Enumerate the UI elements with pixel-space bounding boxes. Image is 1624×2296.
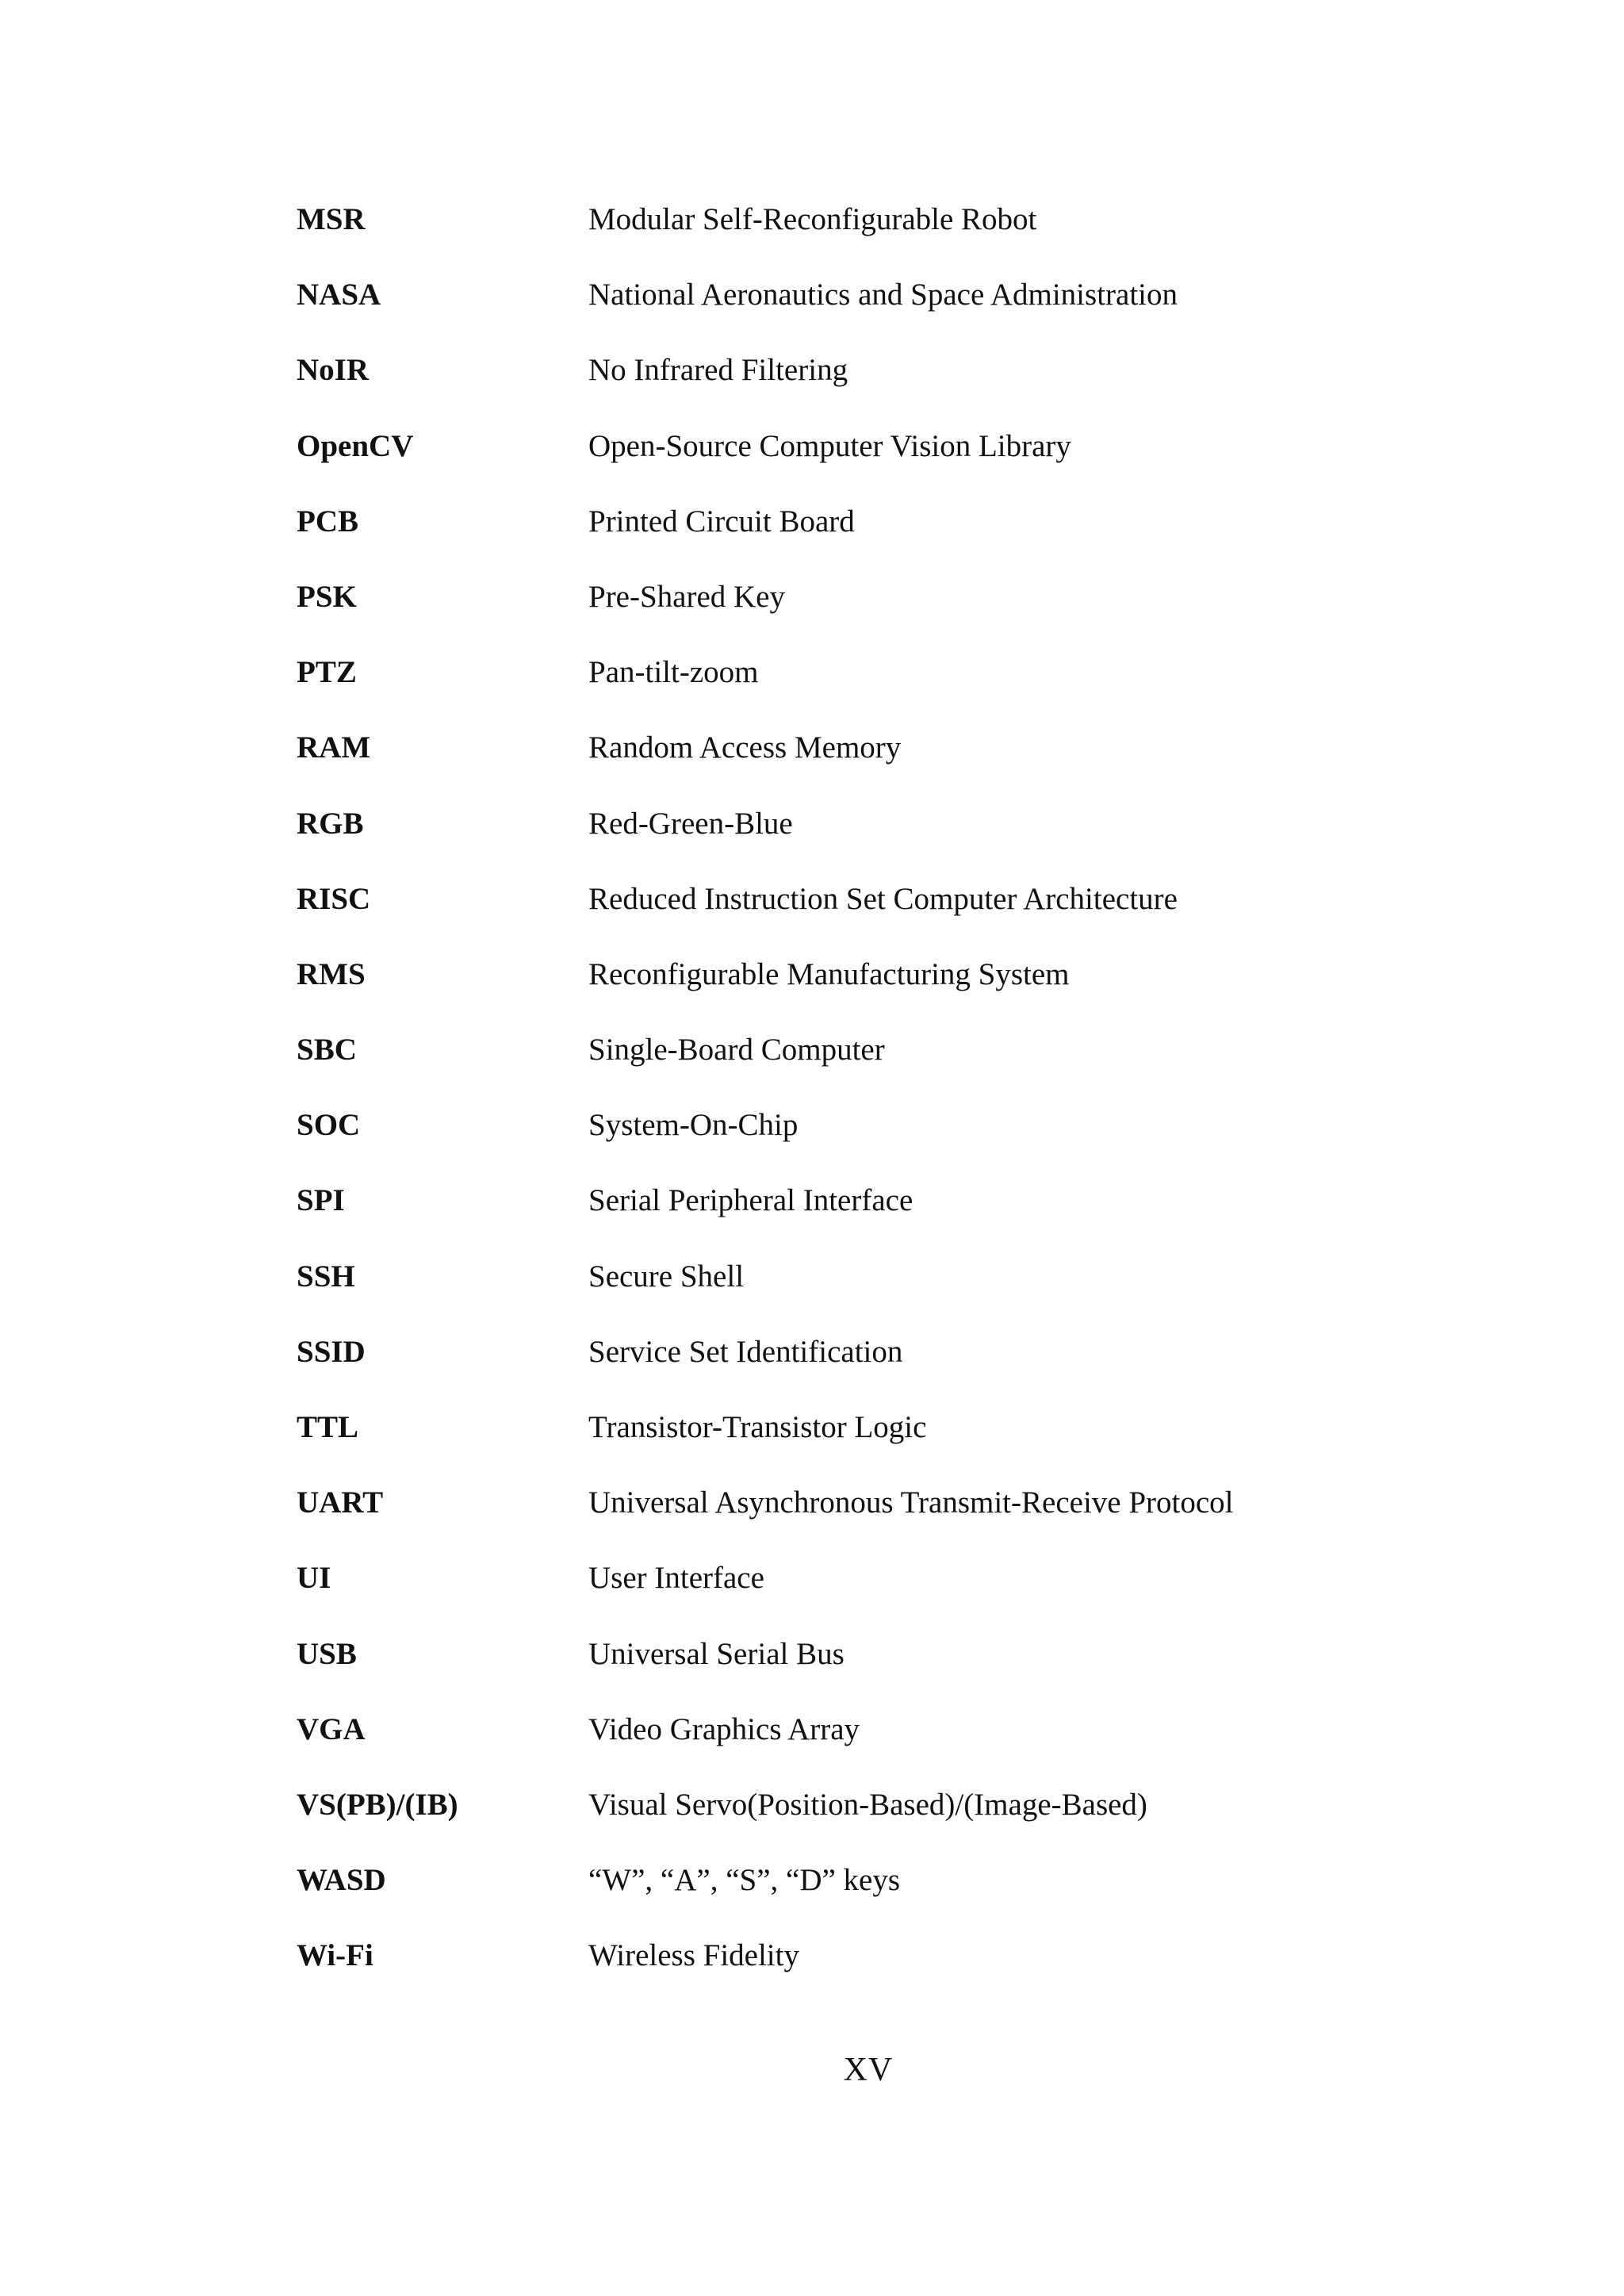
abbreviation-definition: Printed Circuit Board	[588, 504, 855, 539]
abbreviation-term: VS(PB)/(IB)	[297, 1787, 458, 1822]
abbreviation-definition: Wireless Fidelity	[588, 1938, 799, 1973]
abbreviation-definition: Visual Servo(Position-Based)/(Image-Based)	[588, 1787, 1147, 1822]
abbreviation-term: SSID	[297, 1334, 366, 1369]
abbreviation-row	[297, 1332, 1407, 1408]
abbreviation-row	[297, 804, 1407, 880]
abbreviation-term: SSH	[297, 1259, 355, 1294]
abbreviation-term: SBC	[297, 1033, 357, 1068]
abbreviation-term: UART	[297, 1485, 384, 1520]
abbreviation-row	[297, 1106, 1407, 1181]
abbreviation-definition: Single-Board Computer	[588, 1033, 885, 1068]
abbreviation-row	[297, 1181, 1407, 1256]
abbreviation-definition: National Aeronautics and Space Administration	[588, 278, 1178, 312]
abbreviation-definition: Service Set Identification	[588, 1334, 903, 1369]
abbreviation-row	[297, 1483, 1407, 1558]
abbreviation-definition: Universal Asynchronous Transmit-Receive Protocol	[588, 1485, 1234, 1520]
abbreviation-row	[297, 275, 1407, 351]
abbreviation-term: RAM	[297, 730, 371, 765]
abbreviation-row	[297, 351, 1407, 426]
abbreviation-definition: “W”, “A”, “S”, “D” keys	[588, 1863, 901, 1898]
abbreviation-definition: Random Access Memory	[588, 730, 902, 765]
abbreviation-row	[297, 1710, 1407, 1785]
abbreviation-term: USB	[297, 1636, 357, 1671]
abbreviation-term: SOC	[297, 1108, 361, 1143]
abbreviation-definition: Open-Source Computer Vision Library	[588, 428, 1071, 463]
abbreviation-definition: Reconfigurable Manufacturing System	[588, 956, 1070, 991]
abbreviation-term: MSR	[297, 202, 366, 236]
abbreviation-term: OpenCV	[297, 428, 414, 463]
abbreviation-row	[297, 1635, 1407, 1710]
abbreviation-term: WASD	[297, 1863, 386, 1898]
abbreviation-definition: Secure Shell	[588, 1259, 745, 1294]
abbreviation-term: RMS	[297, 956, 366, 991]
abbreviation-term: SPI	[297, 1183, 345, 1218]
abbreviation-term: RGB	[297, 806, 364, 841]
abbreviation-row	[297, 653, 1407, 728]
abbreviation-definition: Modular Self-Reconfigurable Robot	[588, 202, 1037, 236]
abbreviation-row	[297, 880, 1407, 955]
abbreviation-row	[297, 955, 1407, 1030]
abbreviation-row	[297, 1408, 1407, 1483]
abbreviation-definition: Pre-Shared Key	[588, 579, 785, 614]
abbreviation-term: RISC	[297, 881, 371, 916]
abbreviation-definition: Serial Peripheral Interface	[588, 1183, 914, 1218]
abbreviation-definition: Transistor-Transistor Logic	[588, 1410, 927, 1444]
abbreviation-term: TTL	[297, 1410, 359, 1444]
abbreviation-row	[297, 1558, 1407, 1634]
abbreviation-definition: Reduced Instruction Set Computer Architecture	[588, 881, 1178, 916]
abbreviation-row	[297, 1936, 1407, 2011]
abbreviation-term: VGA	[297, 1711, 366, 1746]
abbreviation-definition: System-On-Chip	[588, 1108, 799, 1143]
abbreviation-term: PSK	[297, 579, 357, 614]
abbreviation-definition: Pan-tilt-zoom	[588, 655, 759, 690]
abbreviation-row	[297, 1861, 1407, 1936]
abbreviation-term: PCB	[297, 504, 358, 539]
abbreviation-term: Wi-Fi	[297, 1938, 373, 1973]
abbreviation-row	[297, 577, 1407, 653]
abbreviation-definition: Red-Green-Blue	[588, 806, 793, 841]
abbreviation-row	[297, 200, 1407, 275]
abbreviation-definition: User Interface	[588, 1561, 764, 1596]
abbreviation-row	[297, 728, 1407, 803]
abbreviation-definition: No Infrared Filtering	[588, 353, 848, 388]
abbreviation-definition: Universal Serial Bus	[588, 1636, 845, 1671]
abbreviation-row	[297, 1257, 1407, 1332]
abbreviation-row	[297, 1030, 1407, 1106]
abbreviation-term: NASA	[297, 278, 381, 312]
abbreviation-term: PTZ	[297, 655, 357, 690]
abbreviation-row	[297, 1785, 1407, 1861]
page-number: XV	[843, 2052, 894, 2088]
abbreviation-row	[297, 427, 1407, 502]
abbreviation-definition: Video Graphics Array	[588, 1711, 860, 1746]
abbreviation-row	[297, 502, 1407, 577]
abbreviation-term: NoIR	[297, 353, 370, 388]
abbreviation-list	[297, 200, 1407, 2012]
abbreviation-term: UI	[297, 1561, 331, 1596]
